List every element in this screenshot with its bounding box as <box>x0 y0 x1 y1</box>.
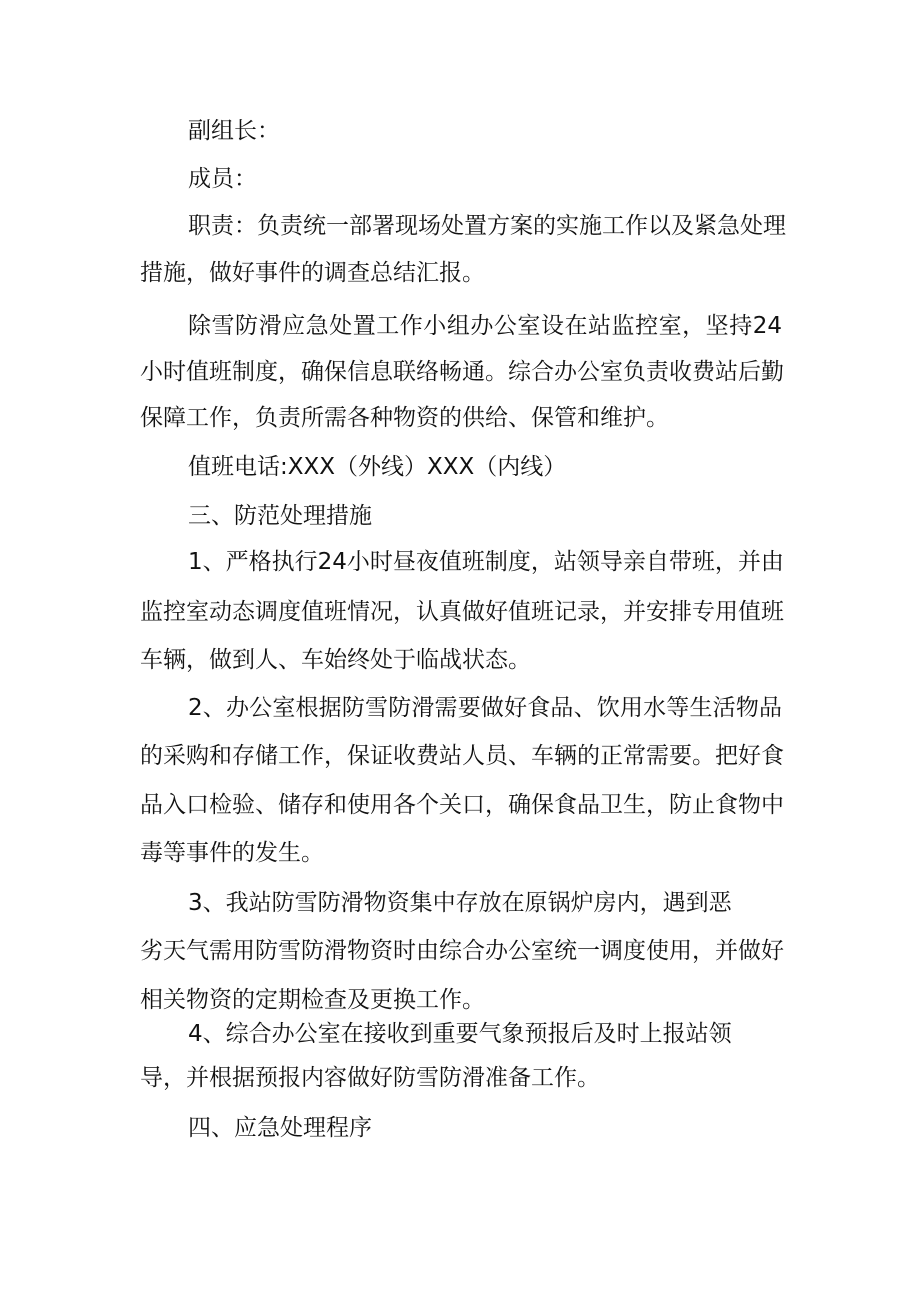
text-line-item3: 3、我站防雪防滑物资集中存放在原锅炉房内，遇到恶 <box>188 890 732 916</box>
text-line-duty-phone: 值班电话:XXX（外线）XXX（内线） <box>188 454 567 480</box>
text-line-item2-cont-1: 的采购和存储工作，保证收费站人员、车辆的正常需要。把好食 <box>140 743 784 769</box>
text-line-office-cont-1: 小时值班制度，确保信息联络畅通。综合办公室负责收费站后勤 <box>140 359 784 385</box>
text-line-item1-cont-1: 监控室动态调度值班情况，认真做好值班记录，并安排专用值班 <box>140 599 784 625</box>
text-line-item4-cont: 导，并根据预报内容做好防雪防滑准备工作。 <box>140 1065 600 1091</box>
text-line-duties-cont: 措施，做好事件的调查总结汇报。 <box>140 260 485 286</box>
text-line-item2-cont-3: 毒等事件的发生。 <box>140 840 324 866</box>
text-line-item2-cont-2: 品入口检验、储存和使用各个关口，确保食品卫生，防止食物中 <box>140 792 784 818</box>
text-line-members: 成员： <box>188 166 257 192</box>
section-heading-prevention: 三、防范处理措施 <box>188 503 372 529</box>
text-line-office: 除雪防滑应急处置工作小组办公室设在站监控室，坚持24 <box>188 313 782 339</box>
text-line-item4: 4、综合办公室在接收到重要气象预报后及时上报站领 <box>188 1021 732 1047</box>
text-line-item1: 1、严格执行24小时昼夜值班制度，站领导亲自带班，并由 <box>188 549 784 575</box>
text-line-deputy-leader: 副组长： <box>188 118 280 144</box>
text-line-item3-cont-1: 劣天气需用防雪防滑物资时由综合办公室统一调度使用，并做好 <box>140 938 784 964</box>
text-line-item2: 2、办公室根据防雪防滑需要做好食品、饮用水等生活物品 <box>188 695 782 721</box>
text-line-duties: 职责：负责统一部署现场处置方案的实施工作以及紧急处理 <box>188 213 786 239</box>
text-line-item3-cont-2: 相关物资的定期检查及更换工作。 <box>140 987 485 1013</box>
section-heading-emergency-procedure: 四、应急处理程序 <box>188 1115 372 1141</box>
text-line-item1-cont-2: 车辆，做到人、车始终处于临战状态。 <box>140 647 531 673</box>
text-line-office-cont-2: 保障工作，负责所需各种物资的供给、保管和维护。 <box>140 405 669 431</box>
